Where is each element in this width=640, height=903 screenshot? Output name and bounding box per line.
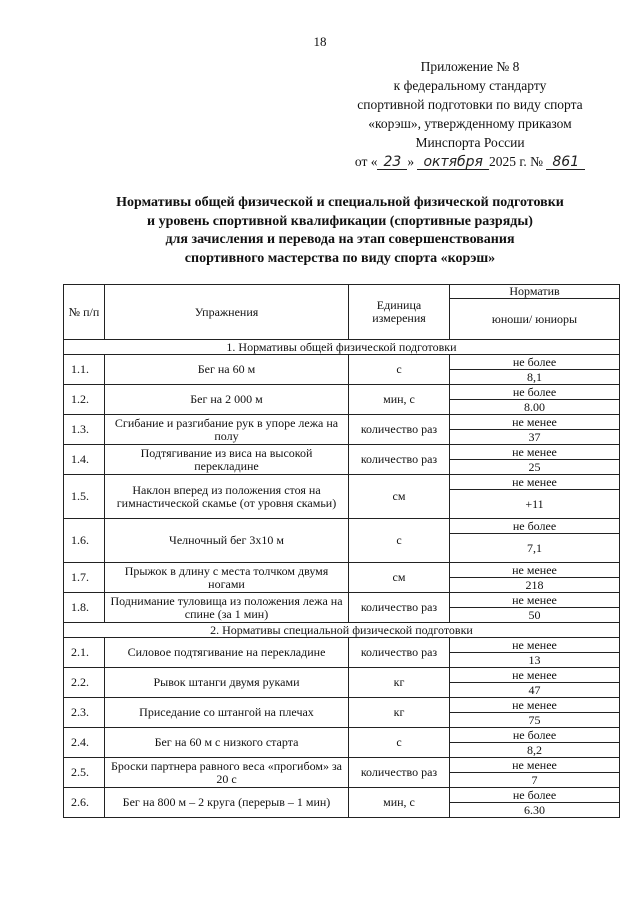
norm-condition: не менее <box>450 593 620 608</box>
date-year: 2025 г. № <box>488 154 544 169</box>
norms-table <box>63 284 620 818</box>
norm-condition: не более <box>450 788 620 803</box>
unit-of-measure: количество раз <box>349 415 450 445</box>
norm-condition: не менее <box>450 415 620 430</box>
norm-condition: не менее <box>450 445 620 460</box>
row-number: 1.4. <box>64 445 105 475</box>
unit-of-measure: количество раз <box>349 593 450 623</box>
norm-value: 8.00 <box>450 400 620 415</box>
row-number: 2.1. <box>64 638 105 668</box>
exercise-name: Бег на 60 м <box>105 355 349 385</box>
header-group: юноши/ юниоры <box>450 299 620 340</box>
exercise-name: Рывок штанги двумя руками <box>105 668 349 698</box>
norm-value: +11 <box>450 490 620 519</box>
exercise-name: Броски партнера равного веса «прогибом» за 20 с <box>105 758 349 788</box>
unit-of-measure: количество раз <box>349 758 450 788</box>
unit-of-measure: см <box>349 563 450 593</box>
table-row <box>64 668 620 683</box>
norm-value: 13 <box>450 653 620 668</box>
table-row <box>64 445 620 460</box>
norm-value: 50 <box>450 608 620 623</box>
table-row <box>64 563 620 578</box>
norm-condition: не более <box>450 519 620 534</box>
table-row <box>64 385 620 400</box>
exercise-name: Бег на 2 000 м <box>105 385 349 415</box>
row-number: 2.2. <box>64 668 105 698</box>
header-norm: Норматив <box>450 285 620 299</box>
exercise-name: Наклон вперед из положения стоя на гимнастической скамье (от уровня скамьи) <box>105 475 349 519</box>
row-number: 2.3. <box>64 698 105 728</box>
exercise-name: Бег на 60 м с низкого старта <box>105 728 349 758</box>
row-number: 2.6. <box>64 788 105 818</box>
norm-value: 218 <box>450 578 620 593</box>
exercise-name: Сгибание и разгибание рук в упоре лежа на полу <box>105 415 349 445</box>
row-number: 1.6. <box>64 519 105 563</box>
section-row <box>64 340 620 355</box>
norm-condition: не менее <box>450 638 620 653</box>
section-row <box>64 623 620 638</box>
header-row <box>64 285 620 299</box>
table-row <box>64 788 620 803</box>
handwritten-day: 23 <box>377 155 407 170</box>
unit-of-measure: количество раз <box>349 638 450 668</box>
norm-condition: не более <box>450 355 620 370</box>
norm-value: 37 <box>450 430 620 445</box>
exercise-name: Прыжок в длину с места толчком двумя ногами <box>105 563 349 593</box>
unit-of-measure: кг <box>349 698 450 728</box>
norm-condition: не более <box>450 385 620 400</box>
norm-value: 7,1 <box>450 534 620 563</box>
section-title: 1. Нормативы общей физической подготовки <box>64 340 620 355</box>
appendix-line: Минспорта России <box>415 135 525 150</box>
norm-condition: не менее <box>450 698 620 713</box>
norm-value: 47 <box>450 683 620 698</box>
norm-condition: не менее <box>450 563 620 578</box>
unit-of-measure: с <box>349 519 450 563</box>
exercise-name: Подтягивание из виса на высокой перекладине <box>105 445 349 475</box>
norm-condition: не менее <box>450 668 620 683</box>
row-number: 2.4. <box>64 728 105 758</box>
document-title <box>20 194 640 268</box>
title-line: Нормативы общей физической и специальной физической подготовки <box>116 195 564 210</box>
norm-value: 75 <box>450 713 620 728</box>
norm-condition: не менее <box>450 475 620 490</box>
norm-condition: не менее <box>450 758 620 773</box>
unit-of-measure: с <box>349 355 450 385</box>
unit-of-measure: см <box>349 475 450 519</box>
handwritten-month: октября <box>417 155 489 170</box>
appendix-line: к федеральному стандарту <box>393 78 547 93</box>
row-number: 1.7. <box>64 563 105 593</box>
title-line: спортивного мастерства по виду спорта «корэш» <box>184 250 496 266</box>
exercise-name: Бег на 800 м – 2 круга (перерыв – 1 мин) <box>105 788 349 818</box>
header-num: № п/п <box>64 285 105 340</box>
exercise-name: Поднимание туловища из положения лежа на спине (за 1 мин) <box>105 593 349 623</box>
exercise-name: Челночный бег 3x10 м <box>105 519 349 563</box>
handwritten-order-number: 861 <box>546 155 585 170</box>
table-row <box>64 698 620 713</box>
date-prefix: от « <box>354 154 378 169</box>
row-number: 1.8. <box>64 593 105 623</box>
section-title: 2. Нормативы специальной физической подготовки <box>64 623 620 638</box>
title-line: и уровень спортивной квалификации (спортивные разряды) <box>147 213 533 229</box>
norm-condition: не более <box>450 728 620 743</box>
row-number: 1.5. <box>64 475 105 519</box>
table-row <box>64 728 620 743</box>
exercise-name: Приседание со штангой на плечах <box>105 698 349 728</box>
norm-value: 8,1 <box>450 370 620 385</box>
appendix-line: Приложение № 8 <box>420 59 520 74</box>
order-date-line <box>320 152 620 171</box>
header-exercise: Упражнения <box>105 285 349 340</box>
appendix-header <box>320 57 620 171</box>
table-row <box>64 758 620 773</box>
table-row <box>64 355 620 370</box>
row-number: 2.5. <box>64 758 105 788</box>
date-mid: » <box>407 154 415 169</box>
norm-value: 6.30 <box>450 803 620 818</box>
table-row <box>64 475 620 490</box>
table-row <box>64 519 620 534</box>
table-row <box>64 593 620 608</box>
appendix-line: «корэш», утвержденному приказом <box>368 116 572 131</box>
page-number: 18 <box>313 34 327 49</box>
row-number: 1.1. <box>64 355 105 385</box>
unit-of-measure: мин, с <box>349 788 450 818</box>
appendix-line: спортивной подготовки по виду спорта <box>357 97 583 112</box>
table-row <box>64 638 620 653</box>
norm-value: 7 <box>450 773 620 788</box>
exercise-name: Силовое подтягивание на перекладине <box>105 638 349 668</box>
unit-of-measure: кг <box>349 668 450 698</box>
norm-value: 8,2 <box>450 743 620 758</box>
unit-of-measure: мин, с <box>349 385 450 415</box>
norm-value: 25 <box>450 460 620 475</box>
header-unit: Единица измерения <box>349 285 450 340</box>
row-number: 1.3. <box>64 415 105 445</box>
table-row <box>64 415 620 430</box>
unit-of-measure: количество раз <box>349 445 450 475</box>
row-number: 1.2. <box>64 385 105 415</box>
unit-of-measure: с <box>349 728 450 758</box>
title-line: для зачисления и перевода на этап совершенствования <box>165 232 515 247</box>
